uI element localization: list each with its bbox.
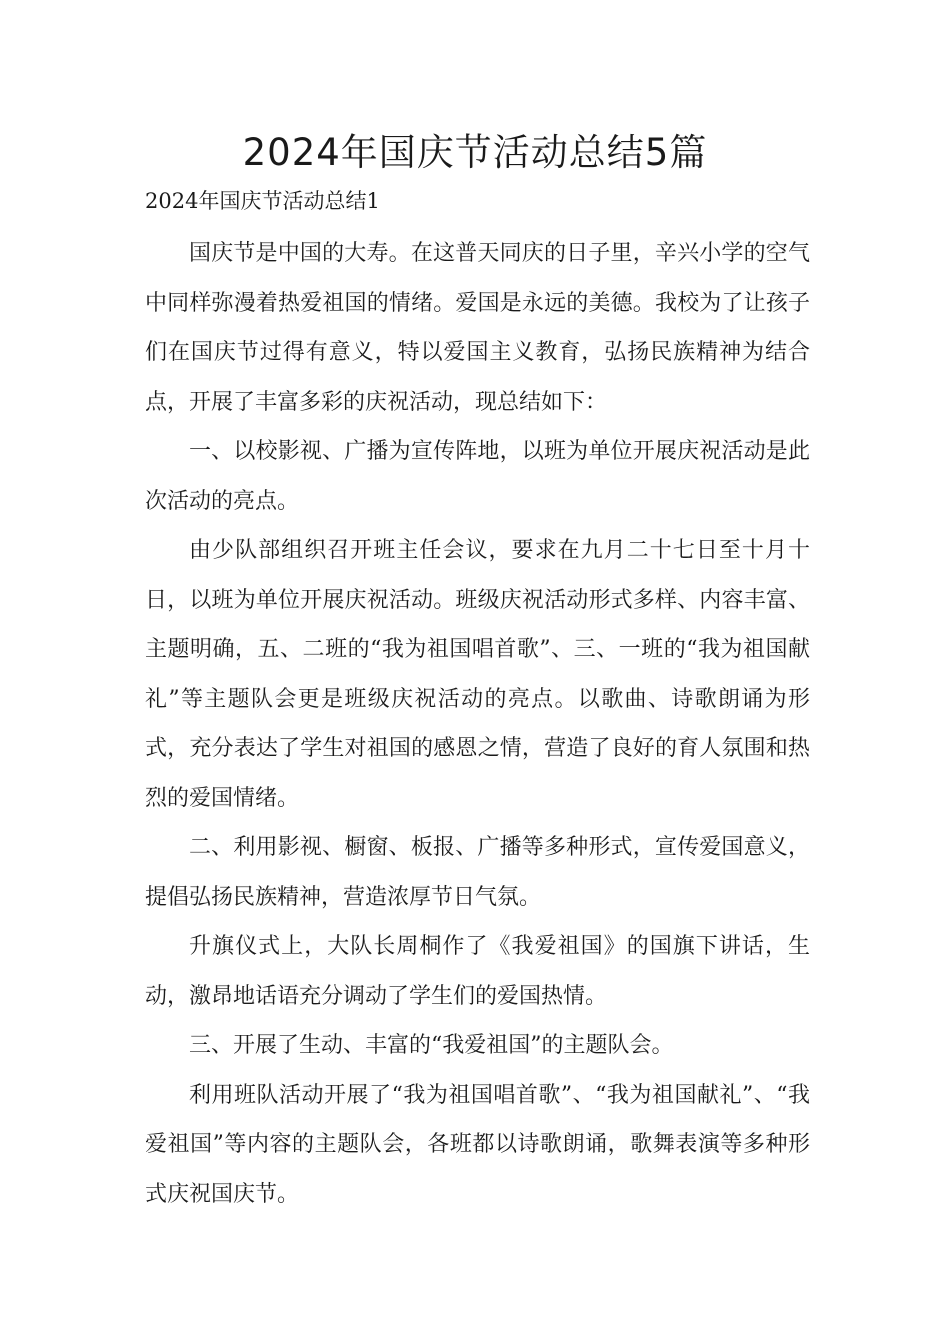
paragraph: 利用班队活动开展了“我为祖国唱首歌”、“我为祖国献礼”、“我爱祖国”等内容的主题队会，各班都以诗歌朗诵，歌舞表演等多种形式庆祝国庆节。 — [145, 1082, 810, 1207]
document-body — [145, 229, 810, 1219]
paragraph: 一、以校影视、广播为宣传阵地，以班为单位开展庆祝活动是此次活动的亮点。 — [145, 439, 810, 514]
paragraph: 由少队部组织召开班主任会议，要求在九月二十七日至十月十日，以班为单位开展庆祝活动。班级庆祝活动形式多样、内容丰富、主题明确，五、二班的“我为祖国唱首歌”、三、一班的“我为祖国献礼”等主题队会更是班级庆祝活动的亮点。以歌曲、诗歌朗诵为形式，充分表达了学生对祖国的感恩之情，营造了良好的育人氛围和热烈的爱国情绪。 — [145, 538, 810, 811]
paragraph: 三、开展了生动、丰富的“我爱祖国”的主题队会。 — [189, 1033, 674, 1058]
paragraph: 升旗仪式上，大队长周桐作了《我爱祖国》的国旗下讲话，生动，激昂地话语充分调动了学生们的爱国热情。 — [145, 934, 810, 1009]
paragraph: 二、利用影视、橱窗、板报、广播等多种形式，宣传爱国意义，提倡弘扬民族精神，营造浓厚节日气氛。 — [145, 835, 810, 910]
section-heading: 2024年国庆节活动总结1 — [145, 189, 380, 213]
document-title: 2024年国庆节活动总结5篇 — [242, 131, 708, 174]
paragraph: 国庆节是中国的大寿。在这普天同庆的日子里，辛兴小学的空气中同样弥漫着热爱祖国的情绪。爱国是永远的美德。我校为了让孩子们在国庆节过得有意义，特以爱国主义教育，弘扬民族精神为结合点，开展了丰富多彩的庆祝活动，现总结如下： — [145, 241, 810, 415]
